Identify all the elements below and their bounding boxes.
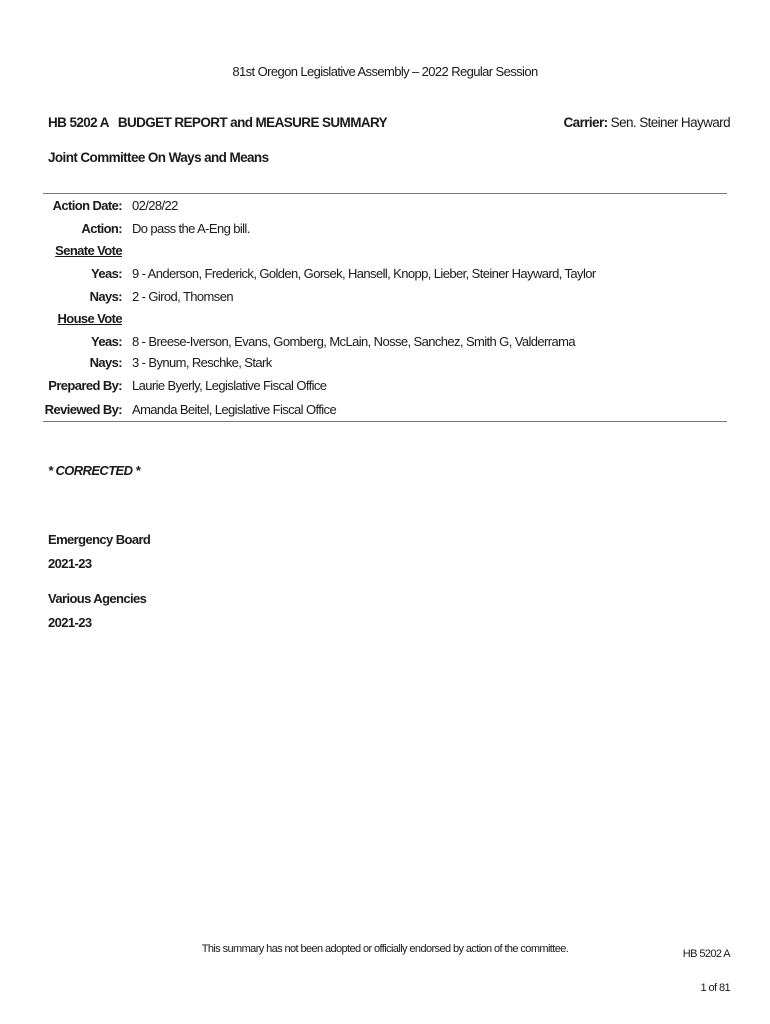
senate-yeas-value: 9 - Anderson, Frederick, Golden, Gorsek, Hansell, Knopp, Lieber, Steiner Hayward, Taylor bbox=[132, 266, 596, 281]
action-label: Action: bbox=[81, 221, 122, 236]
senate-nays-label: Nays: bbox=[89, 289, 122, 304]
senate-yeas-row bbox=[0, 266, 770, 286]
senate-nays-row bbox=[0, 289, 770, 309]
house-nays-label: Nays: bbox=[89, 355, 122, 370]
bottom-divider bbox=[43, 421, 727, 422]
agency-various-agencies: Various Agencies bbox=[48, 591, 147, 606]
carrier bbox=[564, 115, 730, 130]
senate-vote-label: Senate Vote bbox=[55, 243, 122, 258]
footer-page-number: 1 of 81 bbox=[700, 982, 730, 994]
senate-yeas-label: Yeas: bbox=[91, 266, 122, 281]
committee-name: Joint Committee On Ways and Means bbox=[48, 150, 269, 165]
house-yeas-value: 8 - Breese-Iverson, Evans, Gomberg, McLain, Nosse, Sanchez, Smith G, Valderrama bbox=[132, 334, 575, 349]
reviewed-by-label: Reviewed By: bbox=[44, 402, 122, 417]
corrected-notice: * CORRECTED * bbox=[48, 463, 140, 478]
house-nays-row bbox=[0, 355, 770, 375]
action-value: Do pass the A-Eng bill. bbox=[132, 221, 250, 236]
house-yeas-label: Yeas: bbox=[91, 334, 122, 349]
document-title: HB 5202 A BUDGET REPORT and MEASURE SUMMARY bbox=[48, 115, 388, 130]
prepared-by-row bbox=[0, 378, 770, 398]
carrier-value: Sen. Steiner Hayward bbox=[610, 115, 730, 130]
senate-vote-row bbox=[0, 243, 770, 263]
senate-nays-value: 2 - Girod, Thomsen bbox=[132, 289, 233, 304]
top-divider bbox=[43, 193, 727, 194]
agency-various-agencies-period: 2021-23 bbox=[48, 615, 92, 630]
carrier-label: Carrier: bbox=[563, 115, 608, 130]
house-vote-row bbox=[0, 311, 770, 331]
agency-emergency-board-period: 2021-23 bbox=[48, 556, 92, 571]
action-row bbox=[0, 221, 770, 241]
action-date-value: 02/28/22 bbox=[132, 198, 178, 213]
house-nays-value: 3 - Bynum, Reschke, Stark bbox=[132, 355, 272, 370]
action-date-label: Action Date: bbox=[52, 198, 122, 213]
footer-disclaimer: This summary has not been adopted or officially endorsed by action of the committee. bbox=[201, 943, 569, 955]
house-yeas-row bbox=[0, 334, 770, 354]
session-heading: 81st Oregon Legislative Assembly – 2022 Regular Session bbox=[232, 64, 538, 79]
reviewed-by-row bbox=[0, 402, 770, 422]
house-vote-label: House Vote bbox=[57, 311, 122, 326]
action-date-row bbox=[0, 198, 770, 218]
prepared-by-value: Laurie Byerly, Legislative Fiscal Office bbox=[132, 378, 327, 393]
reviewed-by-value: Amanda Beitel, Legislative Fiscal Office bbox=[132, 402, 337, 417]
prepared-by-label: Prepared By: bbox=[48, 378, 122, 393]
footer-bill-number: HB 5202 A bbox=[682, 948, 730, 960]
agency-emergency-board: Emergency Board bbox=[48, 532, 151, 547]
